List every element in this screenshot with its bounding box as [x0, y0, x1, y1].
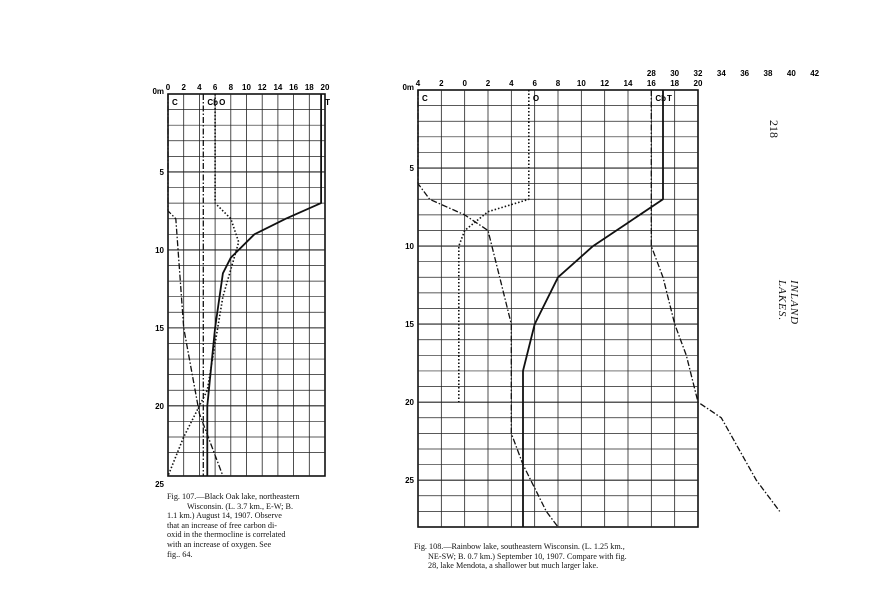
y-tick-label: 15 [405, 320, 414, 330]
y-tick-label: 20 [405, 398, 414, 408]
x-tick-label-top: 42 [810, 69, 820, 78]
x-tick-label: 14 [623, 79, 633, 88]
page-number: 218 [767, 120, 781, 138]
y-tick-label: 25 [405, 476, 414, 486]
series-label-t: T [325, 98, 330, 107]
x-tick-label: 2 [485, 79, 491, 88]
y-tick-label: 0m [402, 83, 414, 92]
x-tick-label: 4 [197, 83, 202, 92]
series-label-o: O [532, 94, 540, 103]
x-tick-label: 18 [670, 79, 680, 88]
caption-line: with an increase of oxygen. See [167, 539, 272, 549]
x-tick-label: 10 [576, 79, 586, 88]
caption-line: that an increase of free carbon di- [167, 520, 278, 530]
fig107-caption [167, 492, 357, 559]
running-head: INLAND LAKES. [776, 280, 800, 326]
y-tick-label: 5 [159, 167, 164, 177]
caption-line: fig.. 64. [167, 549, 193, 559]
y-tick-label: 25 [155, 479, 164, 489]
x-tick-label: 0 [462, 79, 467, 88]
x-tick-label: 8 [228, 83, 234, 92]
series-label-t: T [667, 94, 672, 103]
x-tick-label-top: 34 [716, 69, 726, 78]
x-tick-label: 12 [600, 79, 610, 88]
x-tick-label: 2 [181, 83, 186, 92]
y-tick-label: 5 [409, 164, 414, 174]
y-tick-label: 10 [155, 245, 164, 255]
caption-line: Wisconsin. (L. 3.7 km., E-W; B. [187, 501, 294, 511]
x-tick-label: 6 [532, 79, 537, 88]
series-label-cb: Cb [207, 98, 218, 107]
x-tick-label: 6 [212, 83, 218, 92]
x-tick-label: 4 [509, 79, 514, 88]
x-tick-label: 12 [257, 83, 267, 92]
caption-line: Fig. 107.—Black Oak lake, northeastern [167, 492, 300, 501]
caption-line: NE-SW; B. 0.7 km.) September 10, 1907. Compare with fig. [428, 551, 627, 561]
x-tick-label: 20 [693, 79, 703, 88]
fig108-caption [414, 542, 734, 571]
x-tick-label: 20 [320, 83, 330, 92]
caption-line: 1.1 km.) August 14, 1907. Observe [167, 511, 282, 521]
caption-line: oxid in the thermocline is correlated [167, 530, 286, 540]
series-label-o: O [219, 98, 226, 107]
x-tick-label: 14 [273, 83, 283, 92]
y-tick-label: 15 [155, 323, 164, 333]
x-tick-label-top: 38 [763, 69, 773, 78]
y-tick-label: 10 [405, 242, 414, 252]
y-tick-label: 0m [152, 87, 164, 96]
caption-line: 28, lake Mendota, a shallower but much larger lake. [428, 561, 599, 571]
x-tick-label-top: 40 [786, 69, 796, 78]
x-tick-label: 0 [165, 83, 171, 92]
x-tick-label: 10 [242, 83, 251, 92]
x-tick-label: 8 [555, 79, 561, 88]
y-tick-label: 20 [155, 401, 164, 411]
chart-1 [152, 83, 330, 489]
x-tick-label: 2 [439, 79, 444, 88]
x-tick-label: 16 [289, 83, 299, 92]
x-tick-label: 16 [646, 79, 656, 88]
caption-line: Fig. 108.—Rainbow lake, southeastern Wisconsin. (L. 1.25 km., [414, 542, 625, 551]
series-label-cb: Cb [655, 94, 667, 103]
x-tick-label-top: 32 [693, 69, 703, 78]
x-tick-label-top: 36 [740, 69, 750, 78]
series-line-t [207, 94, 321, 476]
series-label-c: C [422, 94, 428, 103]
series-label-c: C [172, 98, 178, 107]
series-line-cb [651, 90, 779, 511]
chart-2 [402, 69, 819, 527]
x-tick-label-top: 30 [670, 69, 680, 78]
x-tick-label: 18 [304, 83, 314, 92]
x-tick-label: 4 [415, 79, 421, 88]
x-tick-label-top: 28 [646, 69, 656, 78]
